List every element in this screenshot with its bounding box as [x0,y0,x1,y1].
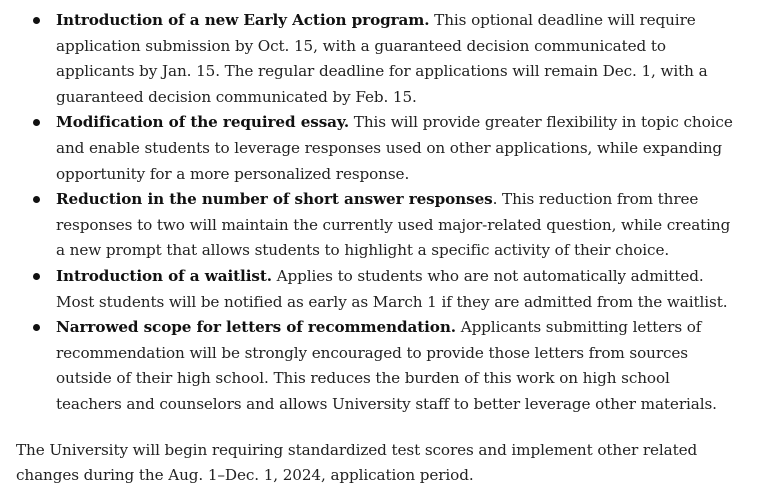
list-item [0,264,740,315]
bullet-icon [33,324,40,331]
list-item [0,315,740,417]
bullet-icon [33,273,40,280]
list-item [0,187,740,264]
list-item-text: This optional deadline will require application submission by Oct. 15, with a guaranteed decision communicated to applicants by Jan. 15. The regular deadline for applications will remain Dec. 1, with a guaranteed decision communicated by Feb. 15. [56,11,708,106]
list-item-title: Reduction in the number of short answer responses [56,190,493,209]
article-body [0,8,740,489]
list-item-text: . This reduction from three responses to two will maintain the currently used major-related question, while creating a new prompt that allows students to highlight a specific activity of their choice. [56,190,731,260]
list-item-title: Modification of the required essay. [56,113,350,132]
list-item-title: Narrowed scope for letters of recommendation. [56,318,456,337]
closing-paragraph: The University will begin requiring standardized test scores and implement other related changes during the Aug. 1–Dec. 1, 2024, application period. [16,440,698,485]
bullet-icon [33,17,40,24]
bullet-icon [33,196,40,203]
list-item-text: Applicants submitting letters of recommendation will be strongly encouraged to provide those letters from sources outside of their high school. This reduces the burden of this work on high school teachers and counselors and allows University staff to better leverage other materials. [56,318,717,413]
list-item-text: Applies to students who are not automatically admitted. Most students will be notified as early as March 1 if they are admitted from the waitlist. [56,266,728,311]
list-item [0,110,740,187]
list-item-title: Introduction of a waitlist. [56,266,272,285]
list-item-title: Introduction of a new Early Action program. [56,11,430,29]
list-item [0,8,740,110]
bullet-icon [33,119,40,126]
changes-list [0,8,740,418]
list-item-text: This will provide greater flexibility in topic choice and enable students to leverage responses used on other applications, while expanding opportunity for a more personalized response. [56,113,733,183]
